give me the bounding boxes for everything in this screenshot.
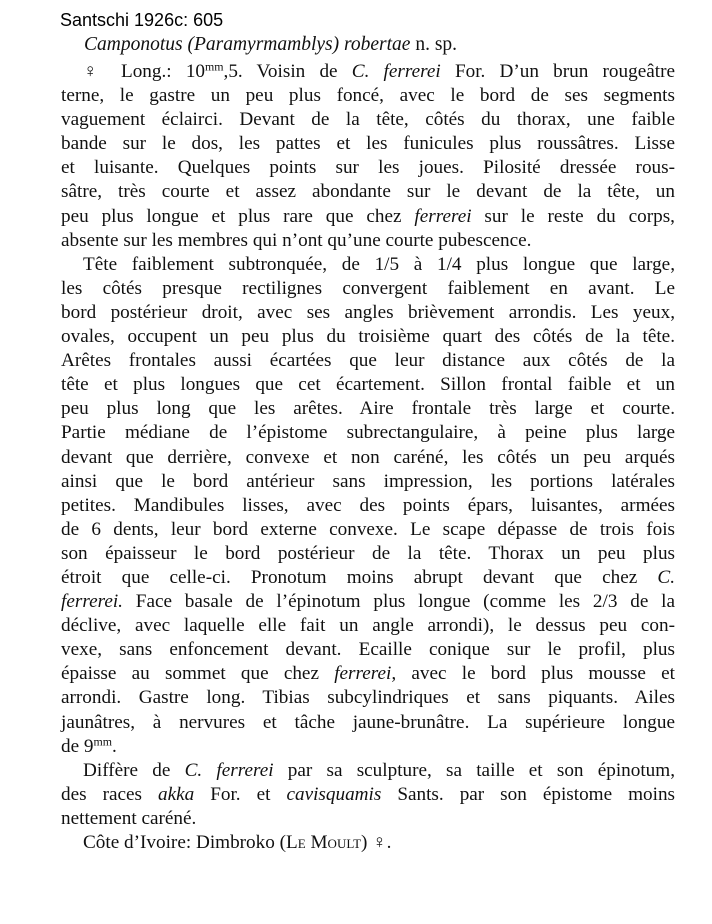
text-segment: Face basale de l’épinotum plus longue (comme les 2/3 de la bbox=[122, 591, 675, 613]
text-segment: For. et bbox=[194, 783, 287, 805]
text-line bbox=[61, 566, 675, 590]
text-line bbox=[61, 494, 675, 518]
description-body bbox=[61, 60, 675, 855]
text-segment: cavisquamis bbox=[286, 783, 382, 805]
paragraph bbox=[61, 759, 675, 831]
text-segment: Arêtes frontales aussi écartées que leur distance aux côtés de la bbox=[61, 350, 675, 372]
text-segment: de 6 dents, leur bord externe convexe. Le scape dépasse de trois fois bbox=[61, 518, 675, 540]
species-epithet: robertae bbox=[344, 34, 411, 55]
text-segment: sur le reste du corps, bbox=[471, 205, 675, 227]
taxon-status: n. sp. bbox=[415, 34, 458, 55]
text-segment: Sants. par son épistome moins bbox=[381, 783, 676, 805]
text-line bbox=[61, 759, 675, 783]
text-line bbox=[61, 325, 675, 349]
text-line bbox=[61, 253, 675, 277]
text-line bbox=[61, 470, 675, 494]
paragraph bbox=[61, 831, 675, 855]
text-segment: petites. Mandibules lisses, avec des points épars, luisantes, armées bbox=[61, 494, 675, 516]
text-segment: vexe, sans enfoncement devant. Ecaille conique sur le profil, plus bbox=[61, 639, 675, 661]
text-segment: déclive, avec laquelle elle fait un angle arrondi), le dessus peu con- bbox=[61, 615, 675, 637]
text-segment: ♀ Long.: 10 bbox=[83, 61, 206, 82]
text-segment: ainsi que le bord antérieur sans impression, les portions latérales bbox=[61, 470, 675, 492]
text-segment: mm bbox=[93, 734, 113, 749]
text-segment: sâtre, très courte et assez abondante sur le devant de la tête, un bbox=[61, 181, 675, 203]
text-line bbox=[61, 277, 675, 301]
text-line bbox=[61, 373, 675, 397]
text-line bbox=[61, 397, 675, 421]
text-segment: Partie médiane de l’épistome subrectangulaire, à peine plus large bbox=[61, 422, 675, 444]
paragraph bbox=[61, 60, 675, 253]
text-segment: For. D’un brun rougeâtre bbox=[440, 61, 675, 82]
text-segment: Côte d’Ivoire: Dimbroko ( bbox=[83, 832, 287, 853]
text-line bbox=[61, 229, 675, 253]
text-segment: vaguement éclairci. Devant de la tête, côtés du thorax, une faible bbox=[61, 109, 675, 131]
subgenus-name: (Paramyrmamblys) bbox=[187, 34, 340, 55]
text-line bbox=[61, 301, 675, 325]
text-segment: de 9 bbox=[61, 735, 94, 757]
text-segment: Diffère de bbox=[83, 759, 185, 781]
citation-source: Santschi 1926c: 605 bbox=[60, 10, 224, 30]
genus-name: Camponotus bbox=[84, 34, 183, 55]
text-segment: jaunâtres, à nervures et tâche jaune-brunâtre. La supérieure longue bbox=[61, 711, 675, 733]
text-line bbox=[61, 108, 675, 132]
paragraph bbox=[61, 253, 675, 759]
text-line bbox=[61, 349, 675, 373]
text-segment: avec le bord plus mousse et bbox=[396, 663, 675, 685]
text-segment: terne, le gastre un peu plus foncé, avec le bord de ses segments bbox=[61, 85, 675, 107]
text-line bbox=[61, 783, 675, 807]
text-segment: C. ferrerei bbox=[351, 61, 441, 82]
text-segment: ferrerei. bbox=[61, 591, 123, 613]
text-segment: son épaisseur le bord postérieur de la tête. Thorax un peu plus bbox=[61, 542, 675, 564]
text-segment: mm bbox=[205, 59, 224, 74]
text-line bbox=[61, 614, 675, 638]
text-segment: Tête faiblement subtronquée, de 1/5 à 1/4 plus longue que large, bbox=[83, 253, 675, 275]
text-line bbox=[61, 590, 675, 614]
text-segment: des races bbox=[61, 783, 158, 805]
species-heading bbox=[84, 34, 457, 56]
text-segment: ferrerei, bbox=[334, 663, 397, 685]
text-segment: nettement caréné. bbox=[61, 807, 197, 829]
text-segment: étroit que celle-ci. Pronotum moins abrupt devant que chez bbox=[61, 566, 658, 588]
text-line bbox=[61, 421, 675, 445]
text-segment: devant que derrière, convexe et non caréné, les côtés un peu arqués bbox=[61, 446, 675, 468]
text-segment: épaisse au sommet que chez bbox=[61, 663, 335, 685]
text-segment: et luisante. Quelques points sur les joues. Pilosité dressée rous- bbox=[61, 157, 675, 179]
text-segment: . bbox=[112, 735, 117, 757]
text-segment: C. ferrerei bbox=[184, 759, 274, 781]
text-line bbox=[61, 132, 675, 156]
text-segment: akka bbox=[157, 783, 195, 805]
text-line bbox=[61, 807, 675, 831]
text-segment: Le Moult bbox=[286, 832, 362, 853]
text-segment: arrondi. Gastre long. Tibias subcylindriques et sans piquants. Ailes bbox=[61, 687, 675, 709]
text-line bbox=[61, 60, 675, 84]
text-segment: ferrerei bbox=[414, 205, 472, 227]
text-segment: ,5. Voisin de bbox=[223, 61, 352, 82]
text-line bbox=[61, 711, 675, 735]
text-segment: C. bbox=[657, 566, 675, 588]
text-segment: bord postérieur droit, avec ses angles brièvement arrondis. Les yeux, bbox=[61, 301, 675, 323]
text-line bbox=[61, 205, 675, 229]
text-line bbox=[61, 686, 675, 710]
text-segment: bande sur le dos, les pattes et les funicules plus roussâtres. Lisse bbox=[61, 133, 675, 155]
text-line bbox=[61, 518, 675, 542]
text-line bbox=[61, 735, 675, 759]
text-line bbox=[61, 831, 675, 855]
text-segment: ovales, occupent un peu plus du troisième quart des côtés de la tête. bbox=[61, 326, 675, 348]
text-line bbox=[61, 446, 675, 470]
text-segment: absente sur les membres qui n’ont qu’une courte pubescence. bbox=[61, 229, 532, 251]
text-segment: les côtés presque rectilignes convergent faiblement en avant. Le bbox=[61, 277, 675, 299]
text-segment: ) ♀. bbox=[361, 832, 392, 853]
text-line bbox=[61, 638, 675, 662]
text-line bbox=[61, 662, 675, 686]
text-line bbox=[61, 180, 675, 204]
text-segment: peu plus long que les arêtes. Aire frontale très large et courte. bbox=[61, 398, 675, 420]
text-segment: tête et plus longues que cet écartement. Sillon frontal faible et un bbox=[61, 374, 675, 396]
text-segment: peu plus longue et plus rare que chez bbox=[61, 205, 415, 227]
text-segment: par sa sculpture, sa taille et son épinotum, bbox=[273, 759, 675, 781]
text-line bbox=[61, 156, 675, 180]
text-line bbox=[61, 84, 675, 108]
text-line bbox=[61, 542, 675, 566]
